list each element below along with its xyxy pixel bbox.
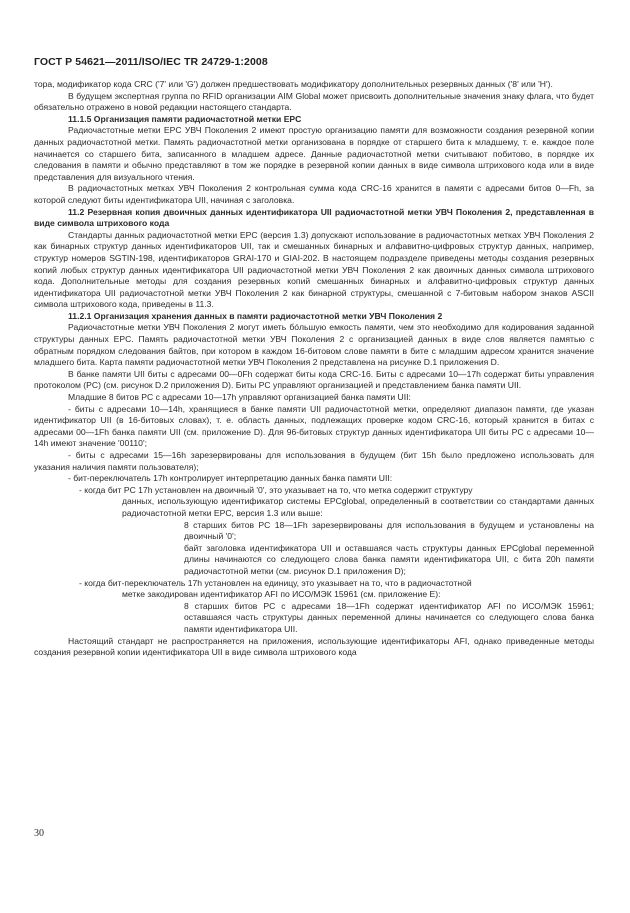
section-heading: 11.2.1 Организация хранения данных в памяти радиочастотной метки УВЧ Поколения 2 xyxy=(68,310,443,321)
section-heading: 11.1.5 Организация памяти радиочастотной метки EPC xyxy=(68,113,302,124)
list-item: - биты с адресами 10—14h, хранящиеся в банке памяти UII радиочастотной метки, определяют диапазон памяти, где указан идентификатор UII (в 16-битовых словах), т. е. область данных, подлежащих проверке кодом CRC-16, который хранится в битах с адресами 00—1Fh банка памяти UII (см. приложение D). Для 96-битовых структур данных идентификатора UII биты PC с адресами 10—14h имеют значение '00110'; xyxy=(34,403,594,449)
paragraph: Младшие 8 битов PC с адресами 10—17h управляют организацией банка памяти UII: xyxy=(68,392,411,403)
paragraph: Радиочастотные метки УВЧ Поколения 2 могут иметь бóльшую емкость памяти, чем это необходимо для кодирования заданной структуры данных EPC. Память радиочастотной метки УВЧ Поколения 2 с организацией данных в виде слов является памятью с обратным порядком следования байтов, при котором в каждом 16-битовом слове памяти в бите с младшим адресом хранится значение младшего бита. Карта памяти радиочастотной метки УВЧ Поколения 2 представлена на рисунке D.1 приложения D. xyxy=(34,322,594,368)
paragraph: Стандарты данных радиочастотной метки EPC (версия 1.3) допускают использование в радиочастотных метках УВЧ Поколения 2 как бинарных структур данных идентификаторов UII, так и смешанных бинарных и алфавитно-цифровых структур данных, например, структур номеров SGTIN-198, идентификаторов GRAI-170 и GIAI-202. В настоящем подразделе приведены методы создания резервных копий любых структур данных идентификатора UII радиочастотной метки УВЧ Поколения 2 как двоичных данных символа штрихового кода. Дополнительные методы для создания резервных копий смешанных бинарных и алфавитно-цифровых структур данных идентификатора UII радиочастотной метки УВЧ Поколения 2 как бинарной структуры, смешанной с 7-битовым набором знаков ASCII символа штрихового кода, приведены в 11.3. xyxy=(34,229,594,310)
paragraph: В радиочастотных метках УВЧ Поколения 2 контрольная сумма кода CRC-16 хранится в памяти с адресами битов 0—Fh, за которой следуют биты идентификатора UII, начиная с заголовка. xyxy=(34,183,594,205)
paragraph: тора, модификатор кода CRC ('7' или 'G') должен предшествовать модификатору дополнительных резервных данных ('8' или 'H'). xyxy=(34,79,553,89)
nested-item: 8 старших битов PC с адресами 18—1Fh содержат идентификатор AFI по ИСО/МЭК 15961; оставшаяся часть структуры данных переменной длины начинается со следующего слова банка памяти идентификатора UII. xyxy=(184,600,594,634)
paragraph: Настоящий стандарт не распространяется на приложения, использующие идентификаторы AFI, однако приведенные методы создания резервной копии идентификатора UII в виде символа штрихового кода xyxy=(34,635,594,658)
body-text xyxy=(34,79,594,659)
paragraph: В будущем экспертная группа по RFID организации AIM Global может присвоить дополнительные значения знаку флага, что будет обязательно отражено в новой редакции настоящего стандарта. xyxy=(34,90,594,113)
sub-list-continuation: метке закодирован идентификатор AFI по ИСО/МЭК 15961 (см. приложение Е): xyxy=(122,589,441,600)
nested-item: байт заголовка идентификатора UII и оставшаяся часть структуры данных EPCglobal переменной длины начинаются со следующего слова банка памяти идентификатора UII, с бита 20h памяти радиочастотной метки (см. рисунок D.1 приложения D); xyxy=(184,542,594,576)
sub-list-item: - когда бит PC 17h установлен на двоичный '0', это указывает на то, что метка содержит структуру xyxy=(79,484,473,495)
sub-list-item: - когда бит-переключатель 17h установлен на единицу, это указывает на то, что в радиочастотной xyxy=(79,577,472,588)
sub-list-continuation: данных, использующую идентификатор системы EPCglobal, определенный в соответствии со стандартами данных радиочастотной метки EPC, версия 1.3 или выше: xyxy=(122,496,594,518)
paragraph: В банке памяти UII биты с адресами 00—0Fh содержат биты кода CRC-16. Биты с адресами 10—17h содержат биты управления протоколом (PC) (см. рисунок D.2 приложения D). Биты PC управляют организацией и представлением банка памяти UII. xyxy=(34,368,594,391)
paragraph: Радиочастотные метки EPC УВЧ Поколения 2 имеют простую организацию памяти для возможности создания резервной копии данных радиочастотной метки. Память радиочастотной метки организована в порядке от старшего бита к младшему, т. е. каждое поле начинается со старшего бита, записанного в младшем адресе. Данные радиочастотной метки считывают побитово, в порядке их следования в памяти и обычно представляют в том же порядке в резервной копии данных в виде символа штрихового кода или в виде представления для визуального чтения. xyxy=(34,125,594,182)
list-item: - бит-переключатель 17h контролирует интерпретацию данных банка памяти UII: xyxy=(68,473,393,484)
section-heading: 11.2 Резервная копия двоичных данных идентификатора UII радиочастотной метки УВЧ Поколения 2, представленная в виде символа штрихового кода xyxy=(34,206,594,229)
document-header: ГОСТ Р 54621—2011/ISO/IEC TR 24729-1:2008 xyxy=(34,56,268,68)
nested-item: 8 старших битов PC 18—1Fh зарезервированы для использования в будущем и установлены на двоичный '0'; xyxy=(184,519,594,542)
page-number: 30 xyxy=(34,828,44,839)
list-item: - биты с адресами 15—16h зарезервированы для использования в будущем (бит 15h было предложено использовать для указания наличия памяти пользователя); xyxy=(34,450,594,472)
